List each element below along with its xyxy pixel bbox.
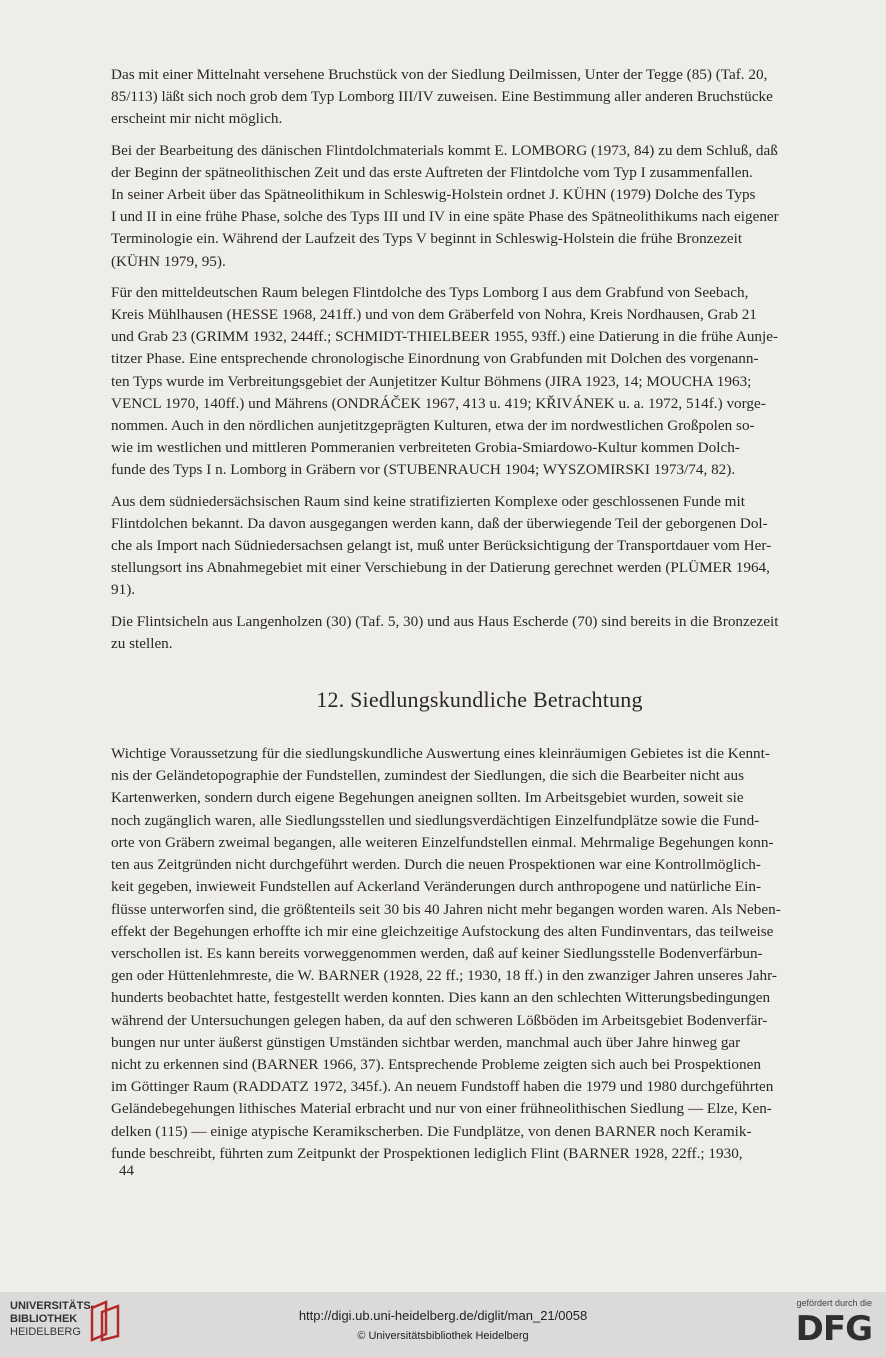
text-line: 85/113) läßt sich noch grob dem Typ Lomborg III/IV zuweisen. Eine Bestimmung aller anderen Bruchstücke [111,88,773,106]
text-line: der Beginn der spätneolithischen Zeit und das erste Auftreten der Flintdolche vom Typ I zusammenfallen. [111,163,753,181]
text-line: Flintdolchen bekannt. Da davon ausgegangen werden kann, daß der überwiegende Teil der geborgenen Dol- [111,514,768,532]
text-line: Terminologie ein. Während der Laufzeit des Typs V beginnt in Schleswig-Holstein die frühe Bronzezeit [111,230,743,248]
text-line: Kartenwerken, sondern durch eigene Begehungen aneignen sollten. Im Arbeitsgebiet wurden, soweit sie [111,789,744,807]
text-line: orte von Gräbern zweimal begangen, alle weiteren Einzelfundstellen einmal. Mehrmalige Begehungen konn- [111,833,774,851]
text-line: nis der Geländetopographie der Fundstellen, zumindest der Siedlungen, die sich die Bearbeiter nicht aus [111,767,745,785]
page-number: 44 [119,1163,134,1179]
text-line: gen oder Hüttenlehmreste, die W. BARNER (1928, 22 ff.; 1930, 18 ff.) in den zwanziger Jahren unseres Jahr- [111,967,777,985]
text-line: funde des Typs I n. Lomborg in Gräbern vor (STUBENRAUCH 1904; WYSZOMIRSKI 1973/74, 82). [111,461,736,479]
library-name-line2: BIBLIOTHEK [10,1313,78,1325]
text-line: ten Typs wurde im Verbreitungsgebiet der Aunjetitzer Kultur Böhmens (JIRA 1923, 14; MOUCHA 1963; [111,372,752,390]
text-line: und Grab 23 (GRIMM 1932, 244ff.; SCHMIDT-THIELBEER 1955, 93ff.) eine Datierung in die frühe Aunje- [111,328,779,346]
paragraphs-bottom [111,743,848,1165]
text-line: Das mit einer Mittelnaht versehene Bruchstück von der Siedlung Deilmissen, Unter der Tegge (85) (Taf. 20, [111,66,768,83]
paragraph [111,611,848,655]
text-line: (KÜHN 1979, 95). [111,252,226,270]
paragraphs-top [111,64,848,655]
text-line: Kreis Mühlhausen (HESSE 1968, 241ff.) und von dem Gräberfeld von Nohra, Kreis Nordhausen, Grab 21 [111,306,757,324]
text-line: bungen nur unter äußerst günstigen Umständen sichtbar werden, manchmal auch über Jahre hinweg gar [111,1033,741,1051]
paragraph [111,491,848,602]
text-line: stellungsort ins Abnahmegebiet mit einer Verschiebung in der Datierung gerechnet werden (PLÜMER 1964, [111,559,770,577]
text-line: titzer Phase. Eine entsprechende chronologische Einordnung von Grabfunden mit Dolchen des vorgenann- [111,350,759,368]
text-line: VENCL 1970, 140ff.) und Mährens (ONDRÁČEK 1967, 413 u. 419; KŘIVÁNEK u. a. 1972, 514f.) vorge- [111,394,766,412]
text-line: noch zugänglich waren, alle Siedlungsstellen und siedlungsverdächtigen Einzelfundplätze sowie die Fund- [111,811,760,829]
text-line: che als Import nach Südniedersachsen gelangt ist, muß unter Berücksichtigung der Transportdauer vom Her- [111,537,772,555]
text-line: im Göttinger Raum (RADDATZ 1972, 345f.). An neuem Fundstoff haben die 1979 und 1980 durchgeführten [111,1078,774,1096]
text-line: zu stellen. [111,634,173,652]
text-line: In seiner Arbeit über das Spätneolithikum in Schleswig-Holstein ordnet J. KÜHN (1979) Dolche des Typs [111,186,756,204]
text-line: hunderts beobachtet hatte, festgestellt werden konnten. Dies kann an den schlechten Witterungsbedingungen [111,989,771,1007]
text-line: wie im westlichen und mittleren Pommeranien verbreiteten Grobia-Smiardowo-Kultur kommen Dolch- [111,439,740,457]
text-line: ten aus Zeitgründen nicht durchgeführt werden. Durch die neuen Prospektionen war eine Kontrollmöglich- [111,856,761,874]
text-line: Aus dem südniedersächsischen Raum sind keine stratifizierten Komplexe oder geschlossenen Funde mit [111,492,745,510]
dfg-logo[interactable]: DFG [795,1309,872,1349]
text-line: nommen. Auch in den nördlichen aunjetitzgeprägten Kulturen, etwa der im nordwestlichen Großpolen so- [111,417,755,435]
text-line: nicht zu erkennen sind (BARNER 1966, 37). Entsprechende Probleme zeigten sich auch bei Prospektionen [111,1055,761,1073]
text-line: während der Untersuchungen gelegen haben, da auf den schweren Lößböden im Arbeitsgebiet Bodenverfär- [111,1011,768,1029]
text-line: verschollen ist. Es kann bereits vorweggenommen werden, daß auf keiner Siedlungsstelle Bodenverfärbun- [111,944,763,962]
paragraph [111,64,848,131]
paragraph [111,743,848,1165]
funding-caption: gefördert durch die [796,1298,872,1308]
text-line: erscheint mir nicht möglich. [111,110,283,128]
text-line: delken (115) — einige atypische Keramikscherben. Die Fundplätze, von denen BARNER noch Keramik- [111,1122,752,1140]
text-line: Geländebegehungen lithisches Material erbracht und nur von einer frühneolithischen Siedlung — Elze, Ken- [111,1100,772,1118]
text-line: effekt der Begehungen erhoffte ich mir eine gleichzeitige Aufstockung des alten Fundinventars, das teilweise [111,922,774,940]
text-line: keit gegeben, inwieweit Fundstellen auf Ackerland Veränderungen durch anthropogene und natürliche Ein- [111,878,762,896]
viewer-footer [0,1292,886,1357]
library-name-line3: HEIDELBERG [10,1326,81,1338]
text-line: I und II in eine frühe Phase, solche des Typs III und IV in eine späte Phase des Spätneolithikums nach eigener [111,208,779,226]
paragraph [111,282,848,482]
text-line: Die Flintsicheln aus Langenholzen (30) (Taf. 5, 30) und aus Haus Escherde (70) sind bereits in die Bronzezeit [111,612,779,630]
copyright-notice: © Universitätsbibliothek Heidelberg [357,1330,529,1342]
body-text [111,64,848,1174]
section-heading: 12. Siedlungskundliche Betrachtung [316,687,643,713]
paragraph [111,140,848,273]
text-line: Für den mitteldeutschen Raum belegen Flintdolche des Typs Lomborg I aus dem Grabfund von Seebach, [111,283,749,301]
text-line: funde beschreibt, führten zum Zeitpunkt der Prospektionen lediglich Flint (BARNER 1928, 22ff.; 1930, [111,1144,743,1162]
permalink-url[interactable]: http://digi.ub.uni-heidelberg.de/diglit/man_21/0058 [298,1308,588,1323]
text-line: 91). [111,581,136,599]
text-line: Bei der Bearbeitung des dänischen Flintdolchmaterials kommt E. LOMBORG (1973, 84) zu dem Schluß, daß [111,141,778,159]
text-line: flüsse unterworfen sind, die größtenteils seit 30 bis 40 Jahren nicht mehr begangen worden waren. Als Neben- [111,900,781,918]
library-name-line1: UNIVERSITÄTS- [10,1300,95,1312]
text-line: Wichtige Voraussetzung für die siedlungskundliche Auswertung eines kleinräumigen Gebietes ist die Kennt- [111,745,770,763]
